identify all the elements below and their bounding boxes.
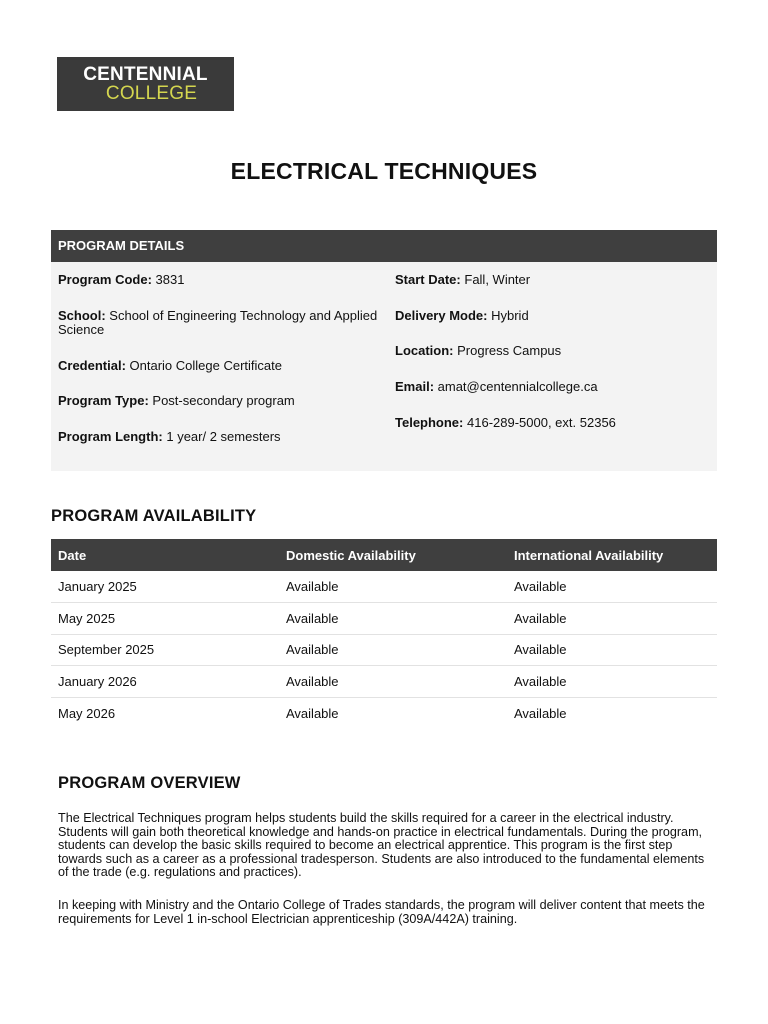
- international-cell: Available: [507, 571, 717, 603]
- international-cell: Available: [507, 603, 717, 635]
- international-cell: Available: [514, 705, 567, 721]
- logo-line-2: COLLEGE: [105, 83, 198, 104]
- date-cell: May 2025: [51, 603, 279, 635]
- field-value: Post-secondary program: [148, 393, 295, 408]
- overview-paragraph-2: In keeping with Ministry and the Ontario College of Trades standards, the program will deliver content that meets the requirements for Level 1 in-school Electrician apprenticeship (309A/442A) training.: [58, 898, 705, 926]
- field-key: Program Length: [58, 429, 159, 444]
- field-value: 3831: [151, 272, 185, 287]
- domestic-cell: Available: [279, 571, 507, 603]
- table-row: [51, 571, 717, 603]
- table-row: [51, 634, 717, 666]
- table-row: [51, 666, 717, 698]
- program-length-field: Program Length: 1 year/ 2 semesters: [58, 429, 281, 444]
- field-key: Telephone: [395, 415, 460, 430]
- field-value: 1 year/ 2 semesters: [162, 429, 281, 444]
- domestic-cell: Available: [279, 666, 507, 698]
- college-logo: [57, 57, 234, 111]
- field-key: Delivery Mode: [395, 308, 484, 323]
- location-field: Location: Progress Campus: [395, 343, 562, 358]
- availability-table: [51, 539, 717, 729]
- international-cell: Available: [507, 634, 717, 666]
- field-key: Location: [395, 343, 450, 358]
- overview-paragraph-1: The Electrical Techniques program helps students build the skills required for a career in the electrical industry. Students will gain both theoretical knowledge and hands-on practice in electrical fundamentals. During the program, students can develop the basic skills required to become an electrical apprentice. This program is the first step towards such as a career as a professional tradesperson. Students are also introduced to the fundamental elements of the trade (e.g. regulations and practices).: [58, 811, 705, 880]
- field-key: School: [58, 308, 102, 323]
- date-cell: January 2026: [51, 666, 279, 698]
- field-key: Program Code: [58, 272, 148, 287]
- date-cell: May 2026: [58, 705, 116, 721]
- domestic-cell: Available: [279, 634, 507, 666]
- international-cell: Available: [507, 666, 717, 698]
- telephone-link[interactable]: 416-289-5000, ext. 52356: [463, 415, 616, 430]
- availability-heading: PROGRAM AVAILABILITY: [51, 507, 257, 525]
- program-code-field: Program Code: 3831: [58, 272, 185, 287]
- school-field: School: School of Engineering Technology and Applied Science: [58, 308, 378, 337]
- domestic-cell: Available: [286, 705, 339, 721]
- program-details-heading: PROGRAM DETAILS: [51, 230, 717, 262]
- page-title: ELECTRICAL TECHNIQUES: [230, 158, 538, 184]
- delivery-mode-field: Delivery Mode: Hybrid: [395, 308, 529, 323]
- field-key: Email: [395, 379, 430, 394]
- telephone-field: Telephone: 416-289-5000, ext. 52356: [395, 415, 616, 430]
- start-date-field: Start Date: Fall, Winter: [395, 272, 531, 287]
- logo-line-1: CENTENNIAL: [83, 64, 208, 85]
- table-row: [51, 697, 717, 729]
- date-cell: January 2025: [51, 571, 279, 603]
- table-row: [51, 603, 717, 635]
- program-type-field: Program Type: Post-secondary program: [58, 393, 295, 408]
- field-value: Hybrid: [487, 308, 529, 323]
- field-value: Progress Campus: [453, 343, 562, 358]
- table-header-row: [51, 539, 717, 571]
- email-field: Email: amat@centennialcollege.ca: [395, 379, 598, 394]
- column-header-date: Date: [51, 539, 279, 571]
- program-details-panel: [51, 230, 717, 471]
- credential-field: Credential: Ontario College Certificate: [58, 358, 282, 373]
- column-header-international: International Availability: [507, 539, 717, 571]
- date-cell: September 2025: [51, 634, 279, 666]
- field-value: Fall, Winter: [460, 272, 531, 287]
- field-value: Ontario College Certificate: [125, 358, 282, 373]
- domestic-cell: Available: [279, 603, 507, 635]
- field-value: School of Engineering Technology and Applied Science: [58, 308, 378, 337]
- field-key: Program Type: [58, 393, 145, 408]
- overview-heading: PROGRAM OVERVIEW: [58, 774, 241, 792]
- column-header-domestic: Domestic Availability: [279, 539, 507, 571]
- field-key: Start Date: [395, 272, 457, 287]
- email-link[interactable]: amat@centennialcollege.ca: [434, 379, 598, 394]
- field-key: Credential: [58, 358, 122, 373]
